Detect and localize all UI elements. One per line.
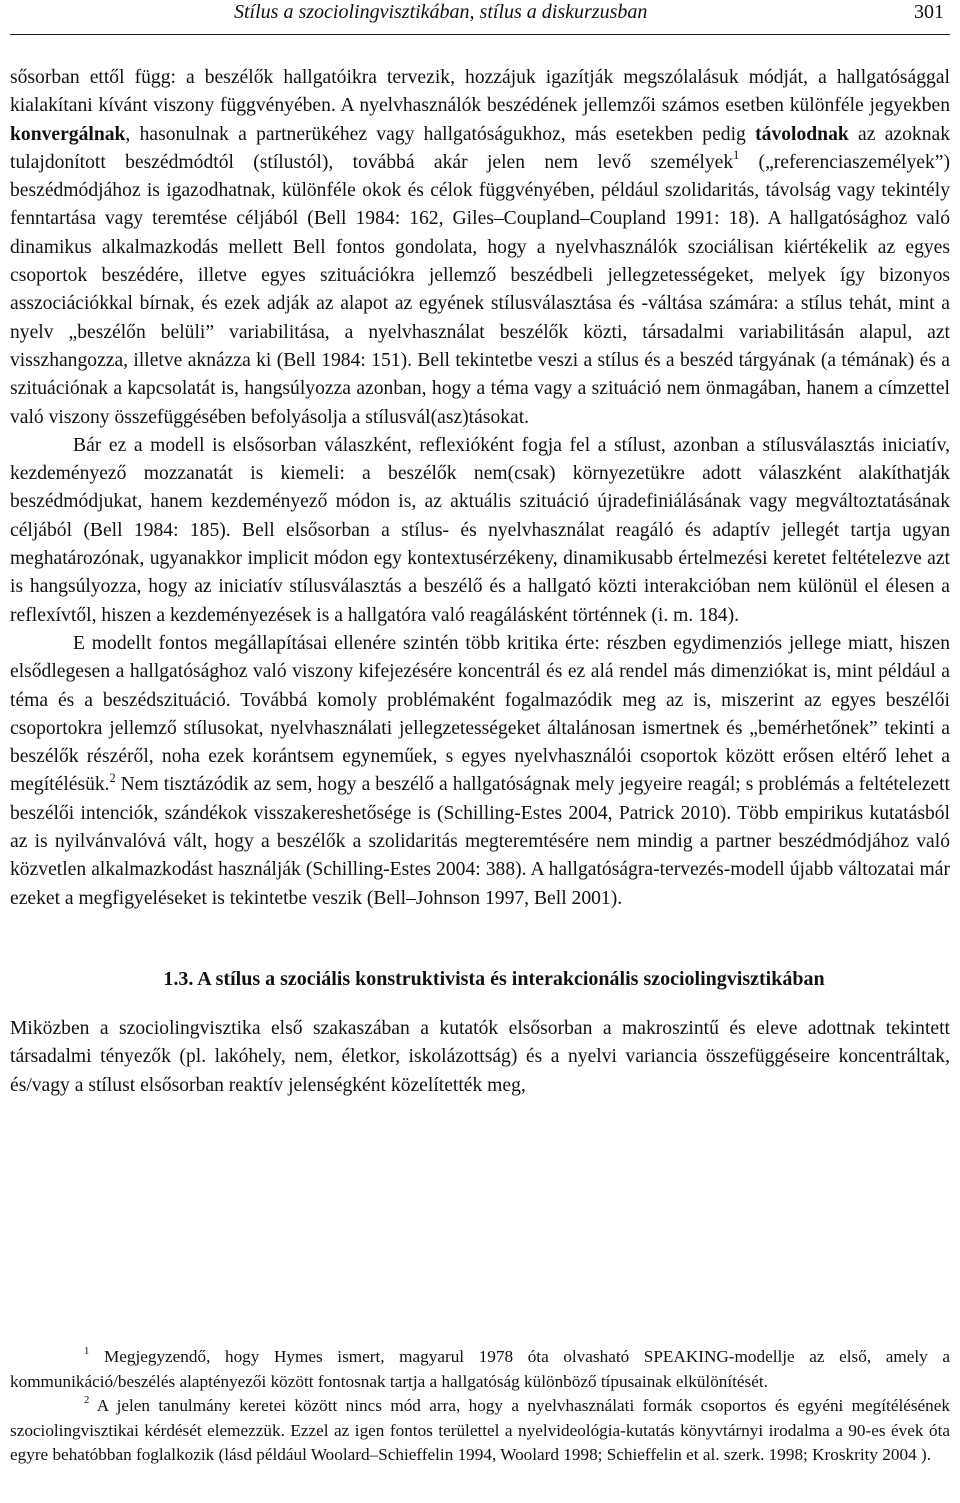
footnotes	[10, 1345, 950, 1468]
paragraph-1-text-b: , hasonulnak a partnerükéhez vagy hallgatóságukhoz, más esetekben pedig	[125, 123, 756, 145]
footnote-1-mark: 1	[84, 1346, 90, 1358]
footnote-2	[10, 1394, 950, 1468]
paragraph-1-text-c: az azoknak tulajdonított beszédmódtól (stílustól), továbbá akár jelen nem levő személyek	[10, 123, 950, 173]
section-paragraph: Miközben a szociolingvisztika első szakaszában a kutatók elsősorban a makroszintű és eleve adottnak tekintett társadalmi tényezők (pl. lakóhely, nem, életkor, iskolázottság) és a nyelvi variancia összefüggéseire koncentráltak, és/vagy a stílust elsősorban reaktív jelenségként közelítették meg,	[10, 1017, 950, 1096]
term-konvergalnak: konvergálnak	[10, 123, 126, 145]
footnote-ref-2[interactable]: 2	[109, 770, 116, 785]
paragraph-3-text-a: E modellt fontos megállapításai ellenére szintén több kritika érte: részben egydimenziós jellege miatt, hiszen elsődlegesen a hallgatósághoz való viszony kifejezésére koncentrál és ez alá rendel más dimenziókat is, mint például a téma és a beszédszituáció. Továbbá komoly problémaként fogalmazódik meg az is, miszerint az egyes beszélői csoportokra jellemző stílusokat, nyelvhasználati jellegzetességeket általánosan ismertnek és „bemérhetőnek” tekinti a beszélők részéről, noha ezek korántsem egyneműek, s egyes nyelvhasználói csoportok között erősen eltérő lehet a megítélésük.	[10, 632, 950, 796]
footnote-2-mark: 2	[84, 1395, 90, 1407]
body-text	[10, 64, 950, 1100]
footnote-1-text: Megjegyzendő, hogy Hymes ismert, magyarul 1978 óta olvasható SPEAKING-modellje az első, amely a kommunikáció/beszélés alaptényezői között fontosnak tartja a hallgatóság különböző típusainak elkülönítését.	[10, 1347, 950, 1391]
paragraph-3-text-b: Nem tisztázódik az sem, hogy a beszélő a hallgatóságnak mely jegyeire reagál; s problémás a feltételezett beszélői intenciók, szándékok visszakereshetősége is (Schilling-Estes 2004, Patrick 2010). Több empirikus kutatásból az is nyilvánvalóvá vált, hogy a beszélők a szolidaritás megteremtésére nem mindig a partner beszédmódjához való közvetlen alkalmazkodást használják (Schilling-Estes 2004: 388). A hallgatóságra-tervezés-modell újabb változatai már ezeket a megfigyeléseket is tekintetbe veszik (Bell–Johnson 1997, Bell 2001).	[10, 774, 950, 909]
footnote-ref-1[interactable]: 1	[733, 148, 740, 163]
paragraph-3	[10, 630, 950, 913]
page-number: 301	[914, 1, 944, 23]
section-heading: 1.3. A stílus a szociális konstruktivista és interakcionális szociolingvisztikában	[163, 967, 825, 990]
footnote-2-text: A jelen tanulmány keretei között nincs mód arra, hogy a nyelvhasználati formák csoportos és egyéni megítélésének szociolingvisztikai kérdését elemezzük. Ezzel az igen fontos területtel a nyelvideológia-kutatás könyvtárnyi irodalma a 90-es évek óta egyre behatóbban foglalkozik (lásd például Woolard–Schieffelin 1994, Woolard 1998; Schieffelin et al. szerk. 1998; Kroskrity 2004 ).	[10, 1396, 950, 1465]
paragraph-1	[10, 64, 950, 432]
term-tavolodnak: távolodnak	[755, 123, 849, 145]
paragraph-1-text-a: sősorban ettől függ: a beszélők hallgatóikra tervezik, hozzájuk igazítják megszólalásuk módját, a hallgatósággal kialakítani kívánt viszony függvényében. A nyelvhasználók beszédének jellemzői számos esetben különféle jegyekben	[10, 67, 950, 117]
footnote-1	[10, 1345, 950, 1394]
running-head-title: Stílus a szociolingvisztikában, stílus a diskurzusban	[234, 1, 648, 23]
paragraph-2: Bár ez a modell is elsősorban válaszként, reflexióként fogja fel a stílust, azonban a stílusválasztás iniciatív, kezdeményező mozzanatát is kiemeli: a beszélők nem(csak) környezetükre adott válaszként alakíthatják beszédmódjukat, hanem kezdeményező módon is, az aktuális szituáció újradefiniálásának vagy megváltoztatásának céljából (Bell 1984: 185). Bell elsősorban a stílus- és nyelvhasználat reagáló és adaptív jellegét tartja ugyan meghatározónak, ugyanakkor implicit módon egy kontextusérzékeny, dinamikusabb értelmezési keretet feltételezve azt is hangsúlyozza, hogy az iniciatív stílusválasztás a beszélő és a hallgató közti interakcióban nem különül el élesen a reflexívtől, hiszen a kezdeményezések is a hallgatóra való reagálásként történnek (i. m. 184).	[10, 434, 950, 626]
paragraph-1-text-d: („referenciaszemélyek”) beszédmódjához is igazodhatnak, különféle okok és célok függvényében, például szolidaritás, távolság vagy tekintély fenntartása vagy teremtése céljából (Bell 1984: 162, Giles–Coupland–Coupland 1991: 18). A hallgatósághoz való dinamikus alkalmazkodás mellett Bell fontos gondolata, hogy a nyelvhasználók szociálisan kiértékelik az egyes csoportok beszédére, illetve egyes szituációkra jellemző beszédbeli jellegzetességeket, melyek így bizonyos asszociációkkal bírnak, és ezek adják az alapot az egyének stílusválasztása és -váltása számára: a stílus tehát, mint a nyelv „beszélőn belüli” variabilitása, a nyelvhasználat beszélők közti, társadalmi variabilitásán alapul, azt visszhangozza, illetve aknázza ki (Bell 1984: 151). Bell tekintetbe veszi a stílus és a beszéd tárgyának (a témának) és a szituációnak a kapcsolatát is, hangsúlyozza azonban, hogy a téma vagy a szituáció nem önmagában, hanem a címzettel való viszony összefüggésében befolyásolja a stílusvál(asz)tásokat.	[10, 151, 950, 428]
running-head	[10, 0, 950, 35]
